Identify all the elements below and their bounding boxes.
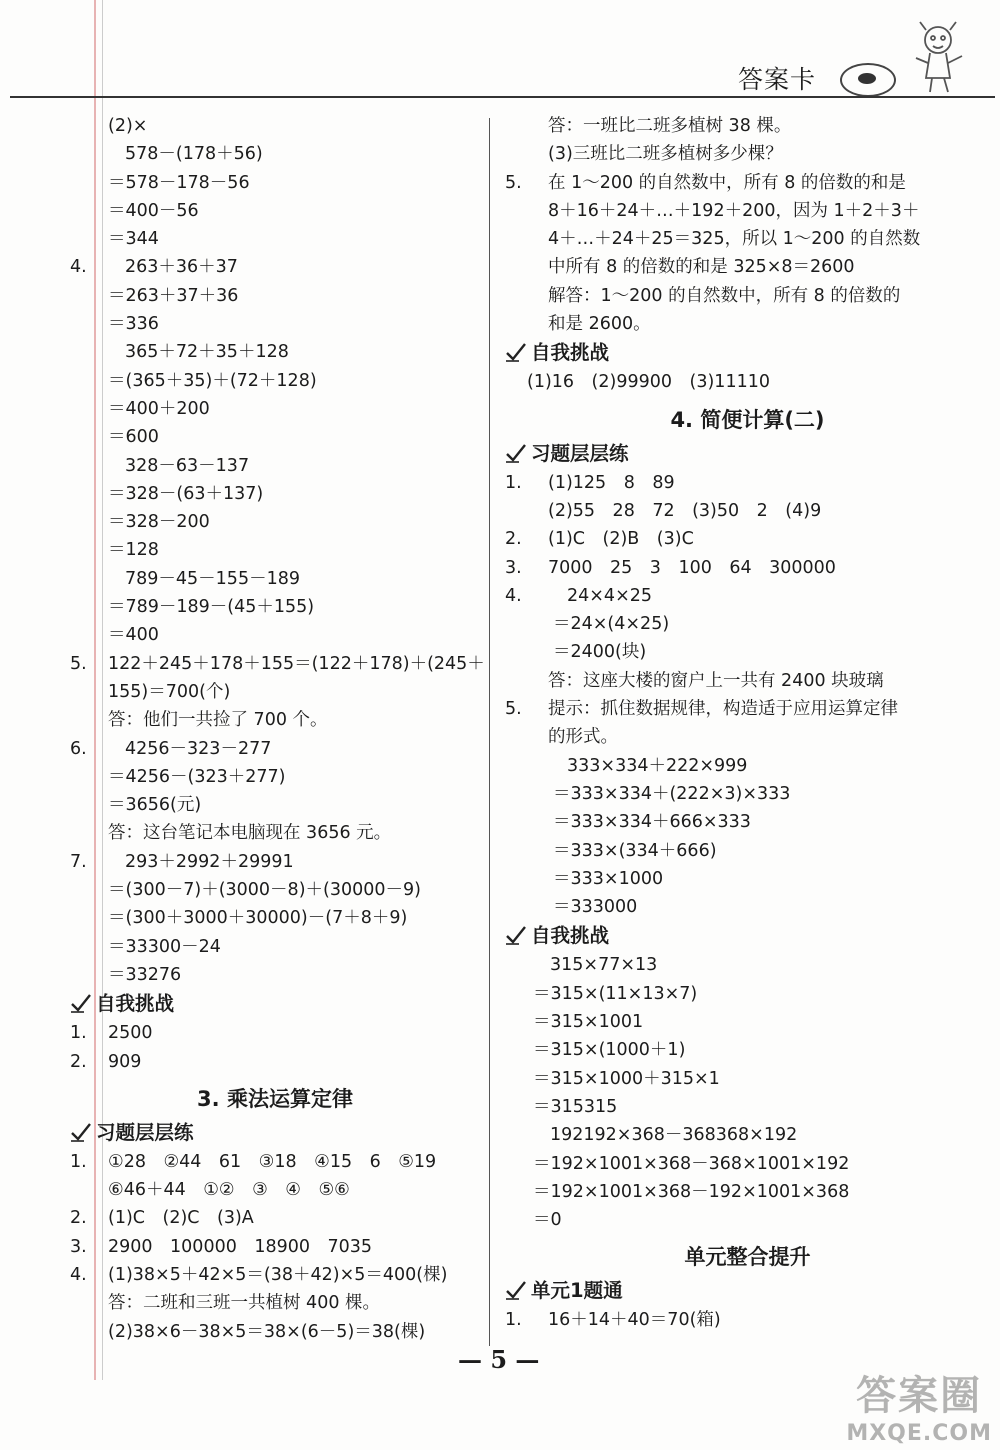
answer-line (70, 310, 480, 338)
answer-line (70, 933, 480, 961)
answer-text: ＝328－(63＋137) (108, 483, 264, 504)
subsection-label: 自我挑战 (531, 924, 610, 948)
answer-line (70, 1318, 480, 1346)
answer-line (70, 140, 480, 168)
answer-text: 答：这台笔记本电脑现在 3656 元。 (108, 823, 392, 844)
answer-line (70, 961, 480, 989)
answer-line (70, 678, 480, 706)
answer-line (505, 808, 990, 836)
answer-line (70, 1233, 480, 1261)
answer-line (70, 225, 480, 253)
answer-line (505, 837, 990, 865)
answer-text: 578－(178＋56) (125, 144, 263, 165)
left-column (70, 112, 485, 1346)
question-number: 4. (70, 1264, 87, 1285)
answer-line (505, 1150, 990, 1178)
corner-watermark (846, 1364, 992, 1446)
answer-line (70, 112, 480, 140)
question-number: 2. (505, 529, 522, 550)
answer-line (505, 667, 990, 695)
answer-line (70, 1289, 480, 1317)
answer-text: 4＋…＋24＋25＝325，所以 1～200 的自然数 (548, 229, 921, 250)
answer-text: ＝4256－(323＋277) (108, 766, 286, 787)
answer-line (70, 593, 480, 621)
answer-line (505, 169, 990, 197)
answer-text: 在 1～200 的自然数中，所有 8 的倍数的和是 (548, 172, 906, 193)
answer-line (505, 638, 990, 666)
answer-text: ＝344 (108, 229, 159, 250)
subsection-heading (70, 1118, 480, 1148)
answer-line (505, 1121, 990, 1149)
checkmark-icon (70, 993, 92, 1013)
answer-text: 答：这座大楼的窗户上一共有 2400 块玻璃 (548, 670, 884, 691)
answer-line (505, 893, 990, 921)
answer-text: 7000 25 3 100 64 300000 (548, 557, 836, 578)
answer-text: ＝336 (108, 314, 159, 335)
question-number: 1. (70, 1023, 87, 1044)
answer-text: ＝(300＋3000＋30000)－(7＋8＋9) (108, 908, 408, 929)
answer-text: ＝400 (108, 625, 159, 646)
answer-text: 24×4×25 (567, 585, 652, 606)
answer-line (505, 582, 990, 610)
question-number: 5. (505, 699, 522, 720)
answer-text: 122＋245＋178＋155＝(122＋178)＋(245＋ (108, 653, 485, 674)
answer-text: ＝315×1001 (533, 1012, 644, 1033)
answer-text: ＝600 (108, 427, 159, 448)
answer-line (70, 904, 480, 932)
answer-text: (1)C (2)B (3)C (548, 529, 694, 550)
answer-line (70, 876, 480, 904)
answer-line (70, 536, 480, 564)
answer-line (70, 1204, 480, 1232)
answer-text: ①28 ②44 61 ③18 ④15 6 ⑤19 (108, 1151, 437, 1172)
answer-text: ＝333×(334＋666) (553, 840, 717, 861)
answer-text: 909 (108, 1051, 142, 1072)
answer-line (70, 423, 480, 451)
corner-watermark-logo: 答案圈 (856, 1373, 983, 1419)
answer-line (70, 763, 480, 791)
answer-line (505, 695, 990, 723)
answer-line (70, 1148, 480, 1176)
answer-line (505, 225, 990, 253)
header-eye-badge-icon (840, 63, 896, 97)
answer-text: 263＋36＋37 (125, 257, 238, 278)
subsection-label: 习题层层练 (531, 441, 629, 465)
answer-text: 中所有 8 的倍数的和是 325×8＝2600 (548, 257, 855, 278)
subsection-heading (505, 439, 990, 469)
answer-text: (1)16 (2)99900 (3)11110 (527, 372, 770, 393)
answer-text: ＝789－189－(45＋155) (108, 597, 315, 618)
answer-text: (1)125 8 89 (548, 472, 675, 493)
answer-line (70, 819, 480, 847)
answer-text: 提示：抓住数据规律，构造适于应用运算定律 (548, 699, 898, 720)
answer-text: 2900 100000 18900 7035 (108, 1236, 373, 1257)
subsection-label: 习题层层练 (96, 1120, 194, 1144)
answer-text: 答：一班比二班多植树 38 棵。 (548, 116, 792, 136)
answer-line (70, 253, 480, 281)
answer-text: 789－45－155－189 (125, 568, 300, 589)
question-number: 3. (70, 1236, 87, 1257)
answer-text: 315×77×13 (550, 955, 658, 976)
answer-text: ＝128 (108, 540, 159, 561)
answer-line (70, 735, 480, 763)
subsection-label: 自我挑战 (96, 992, 175, 1016)
answer-line (70, 508, 480, 536)
answer-text: ＝315×1000＋315×1 (533, 1068, 720, 1089)
answer-line (505, 554, 990, 582)
corner-watermark-url: MXQE.COM (846, 1421, 992, 1446)
checkmark-icon (505, 1280, 527, 1300)
answer-text: ＝315315 (533, 1096, 618, 1117)
answer-text: 365＋72＋35＋128 (125, 342, 289, 363)
right-column (505, 112, 990, 1335)
answer-text: (2)× (108, 116, 148, 136)
answer-line (505, 951, 990, 979)
subsection-heading (70, 989, 480, 1019)
answer-text: (3)三班比二班多植树多少棵？ (548, 144, 783, 165)
checkmark-icon (505, 443, 527, 463)
question-number: 6. (70, 738, 87, 759)
answer-line (505, 865, 990, 893)
answer-text: ＝400＋200 (108, 398, 210, 419)
answer-line (505, 1065, 990, 1093)
answer-text: 答：二班和三班一共植树 400 棵。 (108, 1293, 381, 1314)
answer-line (505, 1008, 990, 1036)
answer-line (505, 610, 990, 638)
subsection-heading (505, 338, 990, 368)
answer-text: 解答：1～200 的自然数中，所有 8 的倍数的 (548, 285, 901, 306)
answer-text: 16＋14＋40＝70(箱) (548, 1310, 721, 1331)
answer-text: ＝(365＋35)＋(72＋128) (108, 370, 317, 391)
question-number: 4. (70, 257, 87, 278)
header-title: 答案卡 (738, 65, 817, 94)
section-heading: 3. 乘法运算定律 (197, 1086, 353, 1111)
answer-text: ＝(300－7)＋(3000－8)＋(30000－9) (108, 880, 421, 901)
section-heading: 4. 简便计算(二) (670, 407, 825, 432)
answer-text: ＝333×334＋666×333 (553, 812, 751, 833)
answer-text: 4256－323－277 (125, 738, 272, 759)
answer-line (70, 169, 480, 197)
column-divider (489, 118, 490, 1346)
answer-line (505, 1036, 990, 1064)
answer-line (70, 1176, 480, 1204)
answer-line (505, 282, 990, 310)
subsection-heading (505, 921, 990, 951)
answer-text: 和是 2600。 (548, 314, 651, 335)
answer-line (70, 367, 480, 395)
question-number: 4. (505, 585, 522, 606)
answer-line (70, 282, 480, 310)
answer-text: ＝578－178－56 (108, 172, 250, 193)
answer-text: ＝400－56 (108, 200, 199, 221)
answer-text: 333×334＋222×999 (567, 755, 748, 776)
answer-text: (1)38×5＋42×5＝(38＋42)×5＝400(棵) (108, 1264, 448, 1285)
answer-line (505, 140, 990, 168)
answer-text: ＝328－200 (108, 512, 210, 533)
answer-line (505, 1306, 990, 1334)
answer-text: ＝24×(4×25) (553, 614, 670, 635)
section-heading: 单元整合提升 (684, 1245, 811, 1270)
question-number: 1. (70, 1151, 87, 1172)
answer-line (505, 1093, 990, 1121)
answer-line (505, 112, 990, 140)
answer-text: ＝315×(1000＋1) (533, 1040, 686, 1061)
answer-line (70, 197, 480, 225)
answer-text: 293＋2992＋29991 (125, 851, 294, 872)
answer-text: ＝192×1001×368－192×1001×368 (533, 1181, 850, 1202)
answer-line (70, 395, 480, 423)
answer-text: ＝3656(元) (108, 795, 202, 816)
question-number: 5. (505, 172, 522, 193)
answer-text: (2)38×6－38×5＝38×(6－5)＝38(棵) (108, 1321, 426, 1342)
answer-line (70, 338, 480, 366)
subsection-label: 自我挑战 (531, 341, 610, 365)
subsection-label: 单元1题通 (531, 1279, 623, 1303)
answer-line (70, 791, 480, 819)
answer-text: ＝2400(块) (553, 642, 647, 663)
answer-text: ＝315×(11×13×7) (533, 983, 698, 1004)
question-number: 7. (70, 851, 87, 872)
question-number: 5. (70, 653, 87, 674)
answer-text: ⑥46＋44 ①② ③ ④ ⑤⑥ (108, 1180, 350, 1201)
answer-line (70, 650, 485, 678)
checkmark-icon (505, 925, 527, 945)
question-number: 2. (70, 1051, 87, 1072)
checkmark-icon (505, 342, 527, 362)
answer-line (505, 780, 990, 808)
answer-line (70, 480, 480, 508)
question-number: 2. (70, 1208, 87, 1229)
answer-text: ＝192×1001×368－368×1001×192 (533, 1153, 850, 1174)
answer-text: 的形式。 (548, 727, 618, 748)
answer-line (505, 497, 990, 525)
answer-text: 2500 (108, 1023, 153, 1044)
page-number: — 5 — (458, 1345, 540, 1374)
answer-text: ＝33300－24 (108, 936, 221, 957)
header-rule (10, 96, 995, 98)
answer-line (505, 723, 990, 751)
question-number: 1. (505, 1310, 522, 1331)
subsection-heading (505, 1276, 990, 1306)
answer-line (505, 980, 990, 1008)
answer-text: 192192×368－368368×192 (550, 1125, 798, 1146)
answer-text: 155)＝700(个) (108, 681, 231, 702)
answer-text: ＝263＋37＋36 (108, 285, 239, 306)
answer-text: (2)55 28 72 (3)50 2 (4)9 (548, 500, 822, 521)
answer-line (505, 1178, 990, 1206)
checkmark-icon (70, 1122, 92, 1142)
answer-line (70, 1019, 480, 1047)
answer-line (70, 565, 480, 593)
answer-text: ＝333×1000 (553, 868, 664, 889)
answer-line (505, 469, 990, 497)
answer-line (70, 621, 480, 649)
answer-line (70, 706, 480, 734)
answer-line (505, 752, 990, 780)
answer-line (70, 1261, 480, 1289)
answer-text: 答：他们一共捡了 700 个。 (108, 710, 328, 731)
answer-text: 8＋16＋24＋…＋192＋200，因为 1＋2＋3＋ (548, 200, 920, 221)
answer-line (505, 525, 990, 553)
question-number: 1. (505, 472, 522, 493)
answer-line (70, 848, 480, 876)
mascot-icon (908, 18, 970, 96)
answer-line (505, 310, 990, 338)
answer-line (505, 197, 990, 225)
answer-text: 328－63－137 (125, 455, 250, 476)
answer-line (70, 452, 480, 480)
answer-line (70, 1048, 480, 1076)
answer-text: ＝33276 (108, 964, 182, 985)
question-number: 3. (505, 557, 522, 578)
answer-text: (1)C (2)C (3)A (108, 1208, 254, 1229)
answer-line (505, 253, 990, 281)
answer-text: ＝0 (533, 1210, 562, 1231)
answer-text: ＝333×334＋(222×3)×333 (553, 783, 791, 804)
answer-line (505, 368, 990, 396)
answer-text: ＝333000 (553, 897, 638, 918)
answer-line (505, 1206, 990, 1234)
